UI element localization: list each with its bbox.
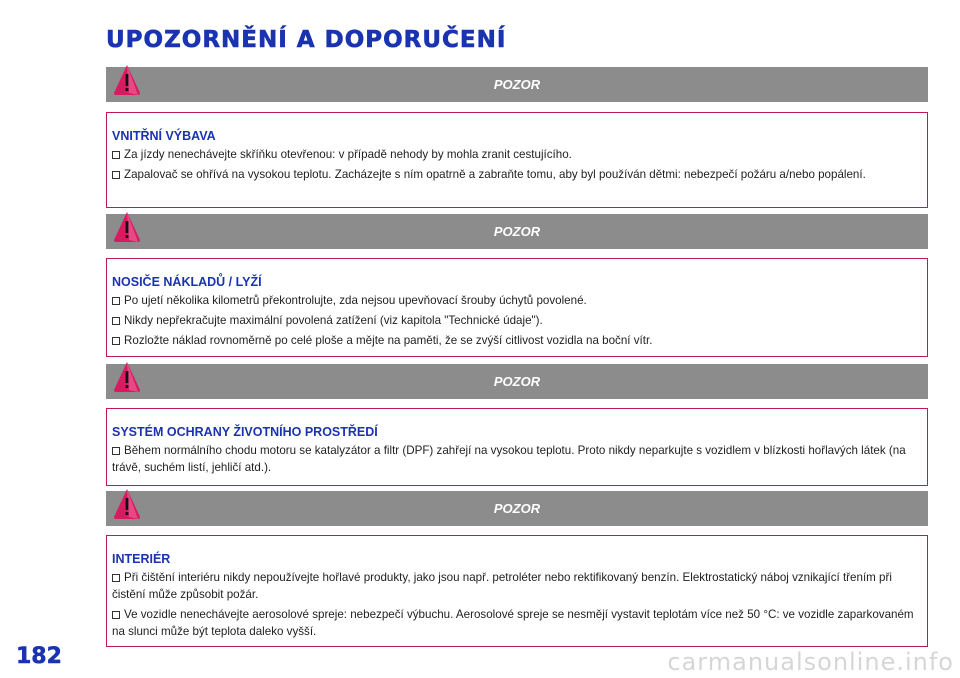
warning-label: POZOR xyxy=(493,374,541,389)
bullet-item: Po ujetí několika kilometrů překontrolujte, zda nejsou upevňovací šrouby úchytů povolené. xyxy=(112,292,917,309)
warning-box-4 xyxy=(106,535,928,647)
bullet-item: Při čištění interiéru nikdy nepoužívejte hořlavé produkty, jako jsou např. petroléter nebo rektifikovaný benzín. Elektrostatický náboj vznikající třením při čistění může způsobit požár. xyxy=(112,571,892,601)
warning-bar-1 xyxy=(106,67,928,102)
section-heading: NOSIČE NÁKLADŮ / LYŽÍ xyxy=(112,275,262,289)
warning-box-3 xyxy=(106,408,928,486)
checkbox-bullet-icon xyxy=(112,574,120,582)
warning-bar-3 xyxy=(106,364,928,399)
checkbox-bullet-icon xyxy=(112,171,120,179)
warning-bar-2 xyxy=(106,214,928,249)
warning-box-2 xyxy=(106,258,928,357)
page-title: UPOZORNĚNÍ A DOPORUČENÍ xyxy=(106,27,507,53)
bullet-item: Za jízdy nenechávejte skříňku otevřenou: v případě nehody by mohla zranit cestujícího. xyxy=(112,146,917,163)
warning-bar-4 xyxy=(106,491,928,526)
warning-label: POZOR xyxy=(493,77,541,92)
bullet-item: Zapalovač se ohřívá na vysokou teplotu. Zacházejte s ním opatrně a zabraňte tomu, aby byl používán dětmi: nebezpečí požáru a/nebo popálení. xyxy=(112,166,917,183)
checkbox-bullet-icon xyxy=(112,447,120,455)
warning-box-1 xyxy=(106,112,928,208)
bullet-item: Ve vozidle nenechávejte aerosolové spreje: nebezpečí výbuchu. Aerosolové spreje se nesmějí vystavit teplotám více než 50 °C: ve vozidle zaparkovaném na slunci může být teplota daleko vyšší. xyxy=(112,608,914,638)
bullet-item: Nikdy nepřekračujte maximální povolená zatížení (viz kapitola "Technické údaje"). xyxy=(112,312,917,329)
checkbox-bullet-icon xyxy=(112,317,120,325)
section-heading: VNITŘNÍ VÝBAVA xyxy=(112,129,216,143)
watermark-text: carmanualsonline.info xyxy=(667,648,954,676)
section-heading: INTERIÉR xyxy=(112,552,171,566)
checkbox-bullet-icon xyxy=(112,611,120,619)
bullet-item: Během normálního chodu motoru se katalyzátor a filtr (DPF) zahřejí na vysokou teplotu. Proto nikdy neparkujte s vozidlem v blízkosti hořlavých látek (na trávě, suchém listí, jehličí atd.). xyxy=(112,444,906,474)
warning-label: POZOR xyxy=(493,501,541,516)
bullet-item: Rozložte náklad rovnoměrně po celé ploše a mějte na paměti, že se zvýší citlivost vozidla na boční vítr. xyxy=(112,332,917,349)
checkbox-bullet-icon xyxy=(112,297,120,305)
warning-label: POZOR xyxy=(493,224,541,239)
section-heading: SYSTÉM OCHRANY ŽIVOTNÍHO PROSTŘEDÍ xyxy=(112,425,378,439)
checkbox-bullet-icon xyxy=(112,337,120,345)
page-number: 182 xyxy=(16,644,62,669)
checkbox-bullet-icon xyxy=(112,151,120,159)
